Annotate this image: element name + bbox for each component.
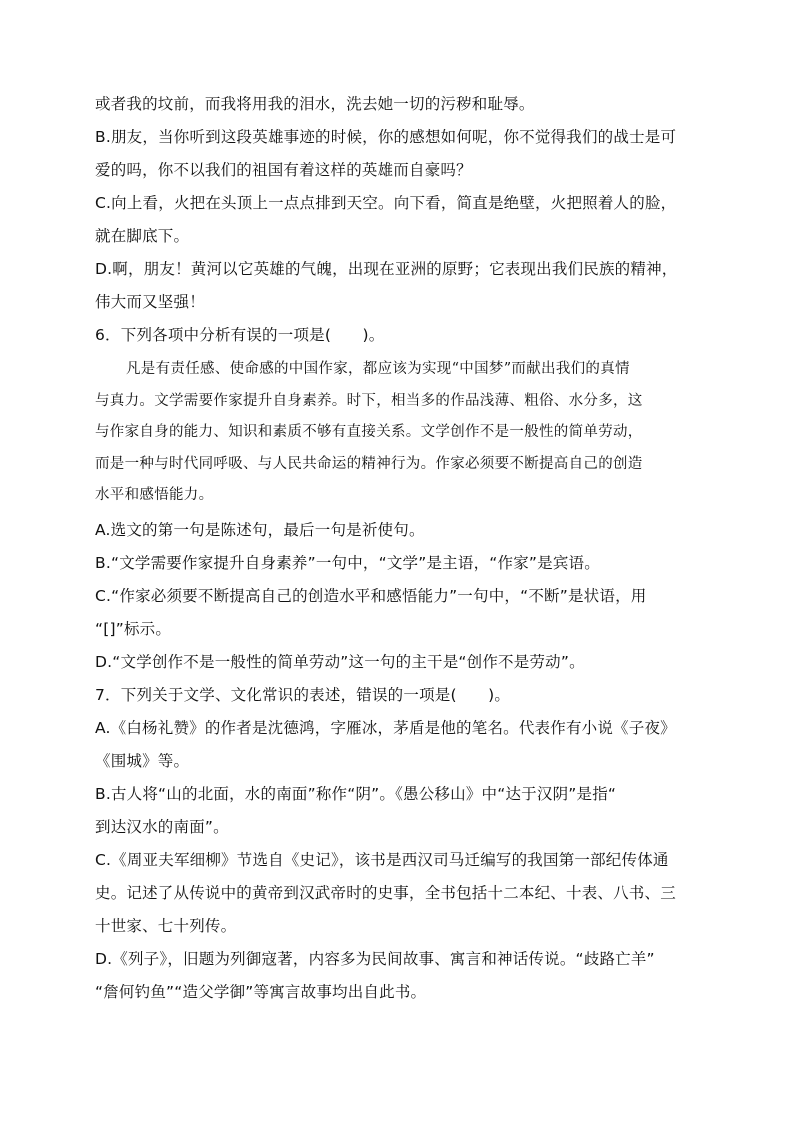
option-d-line: 伟大而又坚强！	[95, 293, 205, 311]
passage-line: 与真力。文学需要作家提升自身素养。时下，相当多的作品浅薄、粗俗、水分多，这	[95, 392, 643, 409]
passage-line: 与作家自身的能力、知识和素质不够有直接关系。文学创作不是一般性的简单劳动，	[95, 424, 643, 440]
q7-option-b: 到达汉水的南面”。	[95, 817, 229, 836]
q6-option-c: C.“作家必须要不断提高自己的创造水平和感悟能力”一句中，“不断”是状语，用	[95, 586, 647, 605]
question-6-stem: 6．下列各项中分析有误的一项是( )。	[95, 326, 385, 344]
passage-line: 水平和感悟能力。	[95, 487, 214, 503]
q7-option-c: C.《周亚夫军细柳》节选自《史记》，该书是西汉司马迁编写的我国第一部纪传体通	[95, 850, 669, 869]
q7-option-b: B.古人将“山的北面，水的南面”称作“阴”。《愚公移山》中“达于汉阴”是指“	[95, 784, 617, 803]
q7-option-c: 史。记述了从传说中的黄帝到汉武帝时的史事，全书包括十二本纪、十表、八书、三	[95, 883, 676, 902]
q6-option-b: B.“文学需要作家提升自身素养”一句中，“文学”是主语，“作家”是宾语。	[95, 553, 600, 572]
q7-option-a: 《围城》等。	[95, 751, 190, 770]
question-7-stem: 7．下列关于文学、文化常识的表述，错误的一项是( )。	[95, 685, 511, 704]
q5-options-continued	[95, 88, 705, 319]
q7-option-d: “詹何钓鱼”“造父学御”等寓言故事均出自此书。	[95, 982, 427, 1001]
question-6	[95, 319, 705, 679]
q6-option-d: D.“文学创作不是一般性的简单劳动”这一句的主干是“创作不是劳动”。	[95, 652, 585, 671]
option-b-line: B.朋友，当你听到这段英雄事迹的时候，你的感想如何呢，你不觉得我们的战士是可	[95, 128, 677, 146]
q7-option-d: D.《列子》，旧题为列御寇著，内容多为民间故事、寓言和神话传说。“歧路亡羊”	[95, 949, 655, 968]
option-c-line: C.向上看，火把在头顶上一点点排到天空。向下看，简直是绝壁，火把照着人的脸，	[95, 194, 677, 212]
q6-option-a: A.选文的第一句是陈述句，最后一句是祈使句。	[95, 520, 425, 539]
q7-option-c: 十世家、七十列传。	[95, 916, 237, 935]
document-page	[95, 88, 705, 1009]
question-7	[95, 679, 705, 1009]
q7-option-a: A.《白杨礼赞》的作者是沈德鸿，字雁冰，茅盾是他的笔名。代表作有小说《子夜》	[95, 718, 676, 737]
option-c-line: 就在脚底下。	[95, 227, 190, 245]
option-d-line: D.啊，朋友！黄河以它英雄的气魄，出现在亚洲的原野；它表现出我们民族的精神，	[95, 260, 678, 278]
text-line: 或者我的坟前，而我将用我的泪水，洗去她一切的污秽和耻辱。	[95, 95, 535, 113]
q6-option-c: “[]”标示。	[95, 619, 172, 638]
passage-line: 凡是有责任感、使命感的中国作家，都应该为实现“中国梦”而献出我们的真情	[126, 361, 630, 377]
option-b-line: 爱的吗，你不以我们的祖国有着这样的英雄而自豪吗？	[95, 161, 472, 179]
question-6-passage	[95, 354, 705, 512]
passage-line: 而是一种与时代同呼吸、与人民共命运的精神行为。作家必须要不断提高自己的创造	[95, 455, 643, 472]
